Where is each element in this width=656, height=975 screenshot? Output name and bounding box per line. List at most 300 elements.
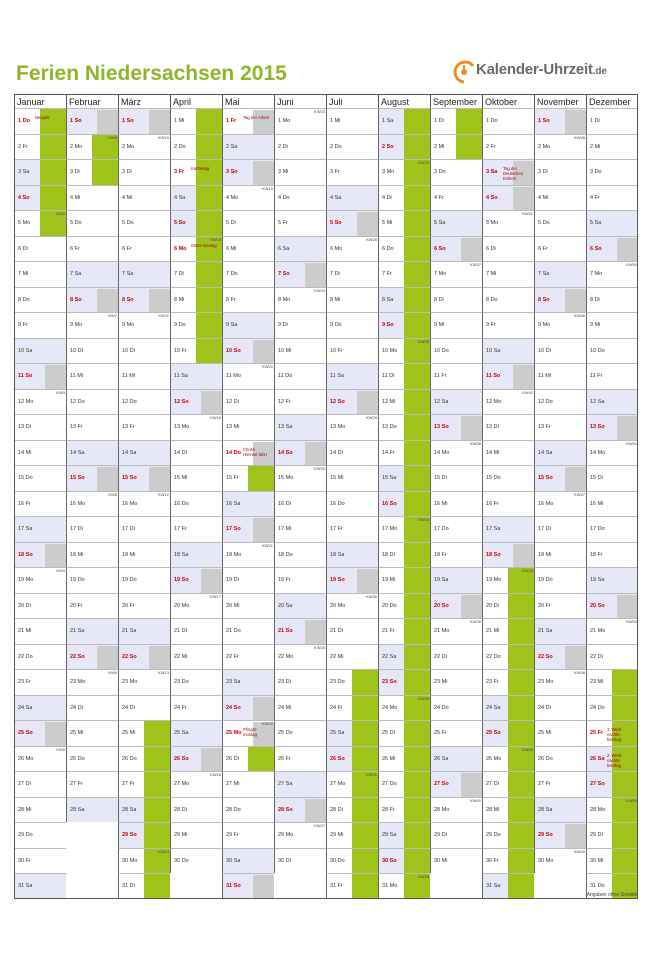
- day-cell[interactable]: [534, 746, 586, 772]
- day-cell[interactable]: [430, 593, 482, 619]
- day-cell[interactable]: [222, 618, 274, 644]
- day-cell[interactable]: [586, 185, 638, 211]
- day-cell[interactable]: [66, 159, 118, 185]
- day-cell[interactable]: [170, 134, 222, 160]
- day-cell[interactable]: [274, 134, 326, 160]
- day-cell[interactable]: [170, 542, 222, 568]
- day-cell[interactable]: [170, 185, 222, 211]
- day-cell[interactable]: [118, 389, 170, 415]
- day-cell[interactable]: [482, 440, 534, 466]
- day-cell[interactable]: [430, 261, 482, 287]
- day-cell[interactable]: [222, 465, 274, 491]
- day-cell[interactable]: [222, 644, 274, 670]
- day-cell[interactable]: [430, 338, 482, 364]
- day-cell[interactable]: [534, 389, 586, 415]
- day-cell[interactable]: [14, 338, 66, 364]
- day-cell[interactable]: [170, 593, 222, 619]
- day-cell[interactable]: [170, 669, 222, 695]
- day-cell[interactable]: [66, 695, 118, 721]
- day-cell[interactable]: [274, 185, 326, 211]
- day-cell[interactable]: [534, 210, 586, 236]
- day-cell[interactable]: [326, 338, 378, 364]
- day-cell[interactable]: [430, 848, 482, 874]
- day-cell[interactable]: [66, 465, 118, 491]
- day-cell[interactable]: [586, 159, 638, 185]
- day-cell[interactable]: [170, 822, 222, 848]
- day-cell[interactable]: [170, 363, 222, 389]
- day-cell[interactable]: [326, 185, 378, 211]
- day-cell[interactable]: [170, 567, 222, 593]
- day-cell[interactable]: [66, 414, 118, 440]
- day-cell[interactable]: [378, 363, 430, 389]
- day-cell[interactable]: [430, 822, 482, 848]
- day-cell[interactable]: [534, 134, 586, 160]
- day-cell[interactable]: [170, 338, 222, 364]
- day-cell[interactable]: [378, 873, 430, 899]
- day-cell[interactable]: [586, 542, 638, 568]
- day-cell[interactable]: [222, 108, 274, 134]
- day-cell[interactable]: [326, 465, 378, 491]
- day-cell[interactable]: [534, 312, 586, 338]
- day-cell[interactable]: [274, 797, 326, 823]
- day-cell[interactable]: [274, 236, 326, 262]
- day-cell[interactable]: [430, 210, 482, 236]
- day-cell[interactable]: [326, 389, 378, 415]
- day-cell[interactable]: [534, 771, 586, 797]
- day-cell[interactable]: [482, 618, 534, 644]
- day-cell[interactable]: [378, 644, 430, 670]
- day-cell[interactable]: [118, 465, 170, 491]
- day-cell[interactable]: [118, 363, 170, 389]
- day-cell[interactable]: [222, 389, 274, 415]
- day-cell[interactable]: [222, 516, 274, 542]
- day-cell[interactable]: [170, 389, 222, 415]
- day-cell[interactable]: [14, 312, 66, 338]
- day-cell[interactable]: [222, 210, 274, 236]
- day-cell[interactable]: [222, 771, 274, 797]
- day-cell[interactable]: [482, 338, 534, 364]
- day-cell[interactable]: [222, 440, 274, 466]
- day-cell[interactable]: [482, 185, 534, 211]
- day-cell[interactable]: [586, 746, 638, 772]
- day-cell[interactable]: [326, 287, 378, 313]
- day-cell[interactable]: [378, 771, 430, 797]
- day-cell[interactable]: [378, 491, 430, 517]
- day-cell[interactable]: [482, 312, 534, 338]
- day-cell[interactable]: [534, 287, 586, 313]
- day-cell[interactable]: [326, 771, 378, 797]
- day-cell[interactable]: [534, 516, 586, 542]
- day-cell[interactable]: [170, 618, 222, 644]
- day-cell[interactable]: [482, 287, 534, 313]
- day-cell[interactable]: [430, 720, 482, 746]
- day-cell[interactable]: [66, 312, 118, 338]
- day-cell[interactable]: [378, 618, 430, 644]
- day-cell[interactable]: [482, 848, 534, 874]
- day-cell[interactable]: [66, 210, 118, 236]
- day-cell[interactable]: [66, 440, 118, 466]
- day-cell[interactable]: [534, 542, 586, 568]
- day-cell[interactable]: [170, 771, 222, 797]
- day-cell[interactable]: [118, 312, 170, 338]
- day-cell[interactable]: [534, 185, 586, 211]
- day-cell[interactable]: [430, 491, 482, 517]
- day-cell[interactable]: [222, 822, 274, 848]
- day-cell[interactable]: [66, 746, 118, 772]
- day-cell[interactable]: [118, 873, 170, 899]
- day-cell[interactable]: [66, 287, 118, 313]
- day-cell[interactable]: [14, 720, 66, 746]
- day-cell[interactable]: [170, 108, 222, 134]
- day-cell[interactable]: [378, 695, 430, 721]
- day-cell[interactable]: [274, 312, 326, 338]
- day-cell[interactable]: [118, 108, 170, 134]
- day-cell[interactable]: [14, 848, 66, 874]
- day-cell[interactable]: [118, 236, 170, 262]
- day-cell[interactable]: [118, 567, 170, 593]
- day-cell[interactable]: [586, 516, 638, 542]
- day-cell[interactable]: [378, 159, 430, 185]
- day-cell[interactable]: [14, 465, 66, 491]
- day-cell[interactable]: [66, 567, 118, 593]
- day-cell[interactable]: [118, 618, 170, 644]
- day-cell[interactable]: [222, 312, 274, 338]
- day-cell[interactable]: [14, 542, 66, 568]
- day-cell[interactable]: [586, 210, 638, 236]
- day-cell[interactable]: [430, 644, 482, 670]
- day-cell[interactable]: [586, 593, 638, 619]
- day-cell[interactable]: [222, 159, 274, 185]
- day-cell[interactable]: [274, 440, 326, 466]
- day-cell[interactable]: [378, 236, 430, 262]
- day-cell[interactable]: [430, 516, 482, 542]
- day-cell[interactable]: [430, 440, 482, 466]
- day-cell[interactable]: [274, 567, 326, 593]
- day-cell[interactable]: [326, 720, 378, 746]
- day-cell[interactable]: [430, 287, 482, 313]
- day-cell[interactable]: [378, 134, 430, 160]
- day-cell[interactable]: [274, 516, 326, 542]
- day-cell[interactable]: [534, 491, 586, 517]
- day-cell[interactable]: [482, 516, 534, 542]
- day-cell[interactable]: [586, 287, 638, 313]
- day-cell[interactable]: [66, 669, 118, 695]
- day-cell[interactable]: [430, 465, 482, 491]
- day-cell[interactable]: [222, 669, 274, 695]
- day-cell[interactable]: [14, 185, 66, 211]
- day-cell[interactable]: [430, 567, 482, 593]
- day-cell[interactable]: [586, 771, 638, 797]
- day-cell[interactable]: [222, 593, 274, 619]
- day-cell[interactable]: [326, 822, 378, 848]
- day-cell[interactable]: [586, 338, 638, 364]
- day-cell[interactable]: [274, 771, 326, 797]
- day-cell[interactable]: [482, 134, 534, 160]
- day-cell[interactable]: [14, 389, 66, 415]
- day-cell[interactable]: [326, 797, 378, 823]
- day-cell[interactable]: [118, 669, 170, 695]
- day-cell[interactable]: [326, 618, 378, 644]
- day-cell[interactable]: [326, 873, 378, 899]
- day-cell[interactable]: [326, 848, 378, 874]
- day-cell[interactable]: [378, 669, 430, 695]
- day-cell[interactable]: [586, 618, 638, 644]
- day-cell[interactable]: [66, 134, 118, 160]
- day-cell[interactable]: [274, 414, 326, 440]
- day-cell[interactable]: [326, 746, 378, 772]
- day-cell[interactable]: [534, 338, 586, 364]
- day-cell[interactable]: [118, 440, 170, 466]
- day-cell[interactable]: [170, 491, 222, 517]
- day-cell[interactable]: [222, 261, 274, 287]
- day-cell[interactable]: [482, 593, 534, 619]
- day-cell[interactable]: [326, 363, 378, 389]
- day-cell[interactable]: [482, 797, 534, 823]
- day-cell[interactable]: [66, 108, 118, 134]
- day-cell[interactable]: [14, 261, 66, 287]
- day-cell[interactable]: [66, 185, 118, 211]
- day-cell[interactable]: [430, 414, 482, 440]
- day-cell[interactable]: [586, 261, 638, 287]
- day-cell[interactable]: [534, 593, 586, 619]
- day-cell[interactable]: [378, 542, 430, 568]
- day-cell[interactable]: [534, 618, 586, 644]
- day-cell[interactable]: [534, 108, 586, 134]
- day-cell[interactable]: [274, 695, 326, 721]
- day-cell[interactable]: [14, 134, 66, 160]
- day-cell[interactable]: [430, 312, 482, 338]
- day-cell[interactable]: [14, 108, 66, 134]
- day-cell[interactable]: [14, 593, 66, 619]
- day-cell[interactable]: [274, 848, 326, 874]
- day-cell[interactable]: [14, 414, 66, 440]
- day-cell[interactable]: [482, 873, 534, 899]
- day-cell[interactable]: [586, 312, 638, 338]
- day-cell[interactable]: [66, 618, 118, 644]
- day-cell[interactable]: [274, 159, 326, 185]
- day-cell[interactable]: [378, 516, 430, 542]
- day-cell[interactable]: [586, 363, 638, 389]
- day-cell[interactable]: [14, 618, 66, 644]
- day-cell[interactable]: [14, 695, 66, 721]
- day-cell[interactable]: [430, 363, 482, 389]
- day-cell[interactable]: [430, 542, 482, 568]
- day-cell[interactable]: [274, 210, 326, 236]
- day-cell[interactable]: [430, 618, 482, 644]
- day-cell[interactable]: [586, 644, 638, 670]
- day-cell[interactable]: [326, 414, 378, 440]
- day-cell[interactable]: [66, 720, 118, 746]
- day-cell[interactable]: [378, 720, 430, 746]
- day-cell[interactable]: [378, 414, 430, 440]
- day-cell[interactable]: [222, 134, 274, 160]
- day-cell[interactable]: [430, 159, 482, 185]
- day-cell[interactable]: [222, 720, 274, 746]
- day-cell[interactable]: [14, 159, 66, 185]
- day-cell[interactable]: [170, 644, 222, 670]
- day-cell[interactable]: [326, 159, 378, 185]
- day-cell[interactable]: [14, 644, 66, 670]
- day-cell[interactable]: [482, 771, 534, 797]
- day-cell[interactable]: [274, 669, 326, 695]
- day-cell[interactable]: [534, 644, 586, 670]
- day-cell[interactable]: [482, 567, 534, 593]
- day-cell[interactable]: [534, 720, 586, 746]
- day-cell[interactable]: [118, 287, 170, 313]
- day-cell[interactable]: [170, 312, 222, 338]
- day-cell[interactable]: [430, 134, 482, 160]
- day-cell[interactable]: [534, 363, 586, 389]
- day-cell[interactable]: [118, 746, 170, 772]
- day-cell[interactable]: [586, 797, 638, 823]
- day-cell[interactable]: [482, 669, 534, 695]
- day-cell[interactable]: [378, 465, 430, 491]
- day-cell[interactable]: [118, 261, 170, 287]
- day-cell[interactable]: [326, 236, 378, 262]
- day-cell[interactable]: [222, 746, 274, 772]
- day-cell[interactable]: [378, 593, 430, 619]
- day-cell[interactable]: [378, 822, 430, 848]
- day-cell[interactable]: [586, 440, 638, 466]
- day-cell[interactable]: [378, 440, 430, 466]
- day-cell[interactable]: [14, 363, 66, 389]
- day-cell[interactable]: [118, 338, 170, 364]
- day-cell[interactable]: [118, 210, 170, 236]
- day-cell[interactable]: [66, 644, 118, 670]
- day-cell[interactable]: [274, 822, 326, 848]
- day-cell[interactable]: [118, 491, 170, 517]
- day-cell[interactable]: [482, 363, 534, 389]
- day-cell[interactable]: [274, 465, 326, 491]
- day-cell[interactable]: [534, 695, 586, 721]
- day-cell[interactable]: [170, 261, 222, 287]
- day-cell[interactable]: [586, 848, 638, 874]
- day-cell[interactable]: [66, 771, 118, 797]
- day-cell[interactable]: [482, 210, 534, 236]
- day-cell[interactable]: [378, 746, 430, 772]
- day-cell[interactable]: [66, 363, 118, 389]
- day-cell[interactable]: [326, 542, 378, 568]
- day-cell[interactable]: [326, 695, 378, 721]
- day-cell[interactable]: [482, 465, 534, 491]
- day-cell[interactable]: [430, 669, 482, 695]
- day-cell[interactable]: [482, 414, 534, 440]
- day-cell[interactable]: [430, 746, 482, 772]
- day-cell[interactable]: [170, 414, 222, 440]
- day-cell[interactable]: [118, 593, 170, 619]
- day-cell[interactable]: [118, 771, 170, 797]
- day-cell[interactable]: [14, 567, 66, 593]
- day-cell[interactable]: [430, 185, 482, 211]
- day-cell[interactable]: [14, 440, 66, 466]
- day-cell[interactable]: [378, 185, 430, 211]
- day-cell[interactable]: [274, 389, 326, 415]
- day-cell[interactable]: [482, 261, 534, 287]
- day-cell[interactable]: [586, 491, 638, 517]
- day-cell[interactable]: [274, 363, 326, 389]
- day-cell[interactable]: [274, 261, 326, 287]
- day-cell[interactable]: [274, 108, 326, 134]
- day-cell[interactable]: [534, 236, 586, 262]
- day-cell[interactable]: [586, 236, 638, 262]
- day-cell[interactable]: [378, 108, 430, 134]
- day-cell[interactable]: [534, 465, 586, 491]
- day-cell[interactable]: [222, 491, 274, 517]
- day-cell[interactable]: [118, 414, 170, 440]
- day-cell[interactable]: [482, 822, 534, 848]
- day-cell[interactable]: [14, 873, 66, 899]
- day-cell[interactable]: [222, 236, 274, 262]
- day-cell[interactable]: [378, 312, 430, 338]
- day-cell[interactable]: [222, 567, 274, 593]
- day-cell[interactable]: [170, 720, 222, 746]
- day-cell[interactable]: [14, 797, 66, 823]
- day-cell[interactable]: [378, 848, 430, 874]
- day-cell[interactable]: [482, 108, 534, 134]
- day-cell[interactable]: [66, 491, 118, 517]
- day-cell[interactable]: [586, 567, 638, 593]
- day-cell[interactable]: [378, 797, 430, 823]
- day-cell[interactable]: [586, 134, 638, 160]
- day-cell[interactable]: [274, 720, 326, 746]
- day-cell[interactable]: [586, 389, 638, 415]
- day-cell[interactable]: [118, 134, 170, 160]
- day-cell[interactable]: [326, 134, 378, 160]
- day-cell[interactable]: [118, 695, 170, 721]
- day-cell[interactable]: [378, 287, 430, 313]
- day-cell[interactable]: [14, 210, 66, 236]
- day-cell[interactable]: [274, 542, 326, 568]
- day-cell[interactable]: [534, 159, 586, 185]
- day-cell[interactable]: [118, 542, 170, 568]
- day-cell[interactable]: [118, 516, 170, 542]
- day-cell[interactable]: [586, 822, 638, 848]
- day-cell[interactable]: [482, 236, 534, 262]
- day-cell[interactable]: [14, 669, 66, 695]
- day-cell[interactable]: [222, 363, 274, 389]
- day-cell[interactable]: [430, 797, 482, 823]
- brand-logo[interactable]: [452, 52, 642, 88]
- day-cell[interactable]: [482, 542, 534, 568]
- day-cell[interactable]: [378, 338, 430, 364]
- day-cell[interactable]: [482, 746, 534, 772]
- day-cell[interactable]: [222, 287, 274, 313]
- day-cell[interactable]: [274, 287, 326, 313]
- day-cell[interactable]: [430, 695, 482, 721]
- day-cell[interactable]: [586, 414, 638, 440]
- day-cell[interactable]: [14, 771, 66, 797]
- day-cell[interactable]: [482, 695, 534, 721]
- day-cell[interactable]: [274, 746, 326, 772]
- day-cell[interactable]: [482, 159, 534, 185]
- day-cell[interactable]: [170, 848, 222, 874]
- day-cell[interactable]: [222, 542, 274, 568]
- day-cell[interactable]: [170, 746, 222, 772]
- day-cell[interactable]: [14, 236, 66, 262]
- day-cell[interactable]: [326, 644, 378, 670]
- day-cell[interactable]: [170, 516, 222, 542]
- day-cell[interactable]: [586, 695, 638, 721]
- day-cell[interactable]: [170, 465, 222, 491]
- day-cell[interactable]: [326, 312, 378, 338]
- day-cell[interactable]: [534, 440, 586, 466]
- day-cell[interactable]: [586, 669, 638, 695]
- day-cell[interactable]: [534, 669, 586, 695]
- day-cell[interactable]: [14, 491, 66, 517]
- day-cell[interactable]: [118, 848, 170, 874]
- day-cell[interactable]: [482, 720, 534, 746]
- day-cell[interactable]: [66, 338, 118, 364]
